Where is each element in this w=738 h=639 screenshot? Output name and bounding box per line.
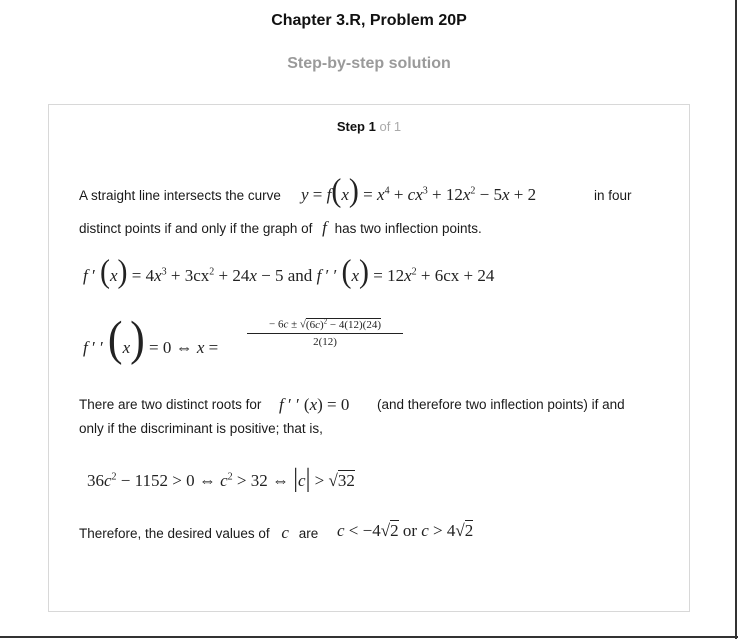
para1-line2: distinct points if and only if the graph of f has two inflection points. xyxy=(79,218,482,237)
step-label: Step 1 xyxy=(336,119,376,134)
frame-border-bottom xyxy=(0,636,738,638)
solution-subtitle: Step-by-step solution xyxy=(287,55,451,72)
roots-fraction: − $6c \pm √(6c)^2 - 4(12)(24)$ 2(12) xyxy=(247,317,403,348)
solution-card xyxy=(48,104,690,612)
para3-line: Therefore, the desired values of c are c < −4√2 or c > 4√2 xyxy=(79,521,474,542)
f-symbol: f xyxy=(322,218,327,237)
roots-formula: f ′ ′ (x) = 0 ⇔ x = xyxy=(83,311,219,366)
para2-line1: There are two distinct roots for f ′ ′ (x) = 0 (and therefore two inflection points) if and xyxy=(79,395,625,414)
para2-line2: only if the discriminant is positive; that is, xyxy=(79,421,323,436)
curve-equation: $y = f(x) = x^4 + cx^3 + 12x^2 - 5x + 2$ xyxy=(301,172,537,209)
final-answer: c < −4√2 or c > 4√2 xyxy=(337,521,474,540)
step-total: of 1 xyxy=(379,119,402,134)
page-title: Chapter 3.R, Problem 20P xyxy=(271,12,467,29)
discriminant-inequality: $36c^2 - 1152 > 0$ ⇔ $c^2 > 32$ ⇔ |c| > √32 xyxy=(87,464,355,494)
c-symbol: c xyxy=(281,523,289,542)
derivatives-equation: f ′ $(x) = 4x^3 + 3cx^2 + 24x - 5$ and f ′ ′ $(x) = 12x^2 + 6cx + 24$ xyxy=(83,253,495,290)
para1-line1: A straight line intersects the curve $y = f(x) = x^4 + cx^3 + 12x^2 - 5x + 2$ in four xyxy=(79,172,632,209)
frame-border-right xyxy=(735,0,737,639)
root-condition: f ′ ′ (x) = 0 xyxy=(279,395,350,414)
step-indicator xyxy=(49,119,689,134)
